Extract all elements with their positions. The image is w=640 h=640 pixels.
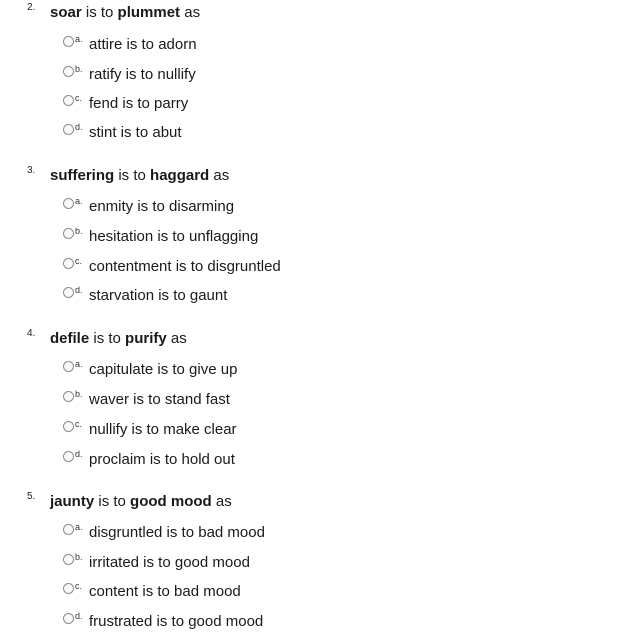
term-1: soar bbox=[50, 4, 82, 21]
option-letter: d. bbox=[75, 449, 83, 459]
radio-button-icon[interactable] bbox=[63, 228, 74, 239]
option-a[interactable] bbox=[63, 522, 563, 544]
radio-button-icon[interactable] bbox=[63, 95, 74, 106]
question-text bbox=[50, 4, 200, 21]
suffix: as bbox=[170, 330, 187, 347]
option-text: starvation is to gaunt bbox=[89, 287, 228, 304]
option-text: disgruntled is to bad mood bbox=[89, 524, 265, 541]
term-1: defile bbox=[50, 330, 90, 347]
radio-button-icon[interactable] bbox=[63, 391, 74, 402]
term-2: haggard bbox=[150, 167, 210, 184]
option-d[interactable] bbox=[63, 449, 563, 471]
option-text: ratify is to nullify bbox=[89, 66, 196, 83]
option-letter: b. bbox=[75, 64, 83, 74]
joiner: is to bbox=[118, 167, 146, 184]
question-number: 4. bbox=[27, 328, 36, 339]
joiner: is to bbox=[93, 330, 121, 347]
question-number: 3. bbox=[27, 165, 36, 176]
suffix: as bbox=[213, 167, 230, 184]
question-number: 2. bbox=[27, 2, 36, 13]
radio-button-icon[interactable] bbox=[63, 258, 74, 269]
radio-button-icon[interactable] bbox=[63, 361, 74, 372]
option-d[interactable] bbox=[63, 285, 563, 307]
option-letter: a. bbox=[75, 34, 83, 44]
radio-button-icon[interactable] bbox=[63, 524, 74, 535]
option-b[interactable] bbox=[63, 64, 563, 86]
suffix: as bbox=[184, 4, 201, 21]
question-text bbox=[50, 493, 232, 510]
radio-button-icon[interactable] bbox=[63, 421, 74, 432]
option-text: waver is to stand fast bbox=[89, 391, 230, 408]
option-letter: c. bbox=[75, 256, 83, 266]
term-2: good mood bbox=[130, 493, 212, 510]
question-text bbox=[50, 167, 229, 184]
option-text: capitulate is to give up bbox=[89, 361, 238, 378]
option-letter: c. bbox=[75, 93, 83, 103]
option-text: attire is to adorn bbox=[89, 36, 197, 53]
option-b[interactable] bbox=[63, 552, 563, 574]
option-b[interactable] bbox=[63, 389, 563, 411]
joiner: is to bbox=[85, 4, 114, 21]
option-letter: d. bbox=[75, 285, 83, 295]
option-c[interactable] bbox=[63, 256, 563, 278]
option-letter: b. bbox=[75, 389, 83, 399]
option-letter: b. bbox=[75, 552, 83, 562]
radio-button-icon[interactable] bbox=[63, 451, 74, 462]
option-letter: c. bbox=[75, 581, 83, 591]
option-letter: d. bbox=[75, 611, 83, 621]
radio-button-icon[interactable] bbox=[63, 554, 74, 565]
option-letter: a. bbox=[75, 196, 83, 206]
radio-button-icon[interactable] bbox=[63, 287, 74, 298]
option-a[interactable] bbox=[63, 359, 563, 381]
option-letter: d. bbox=[75, 122, 83, 132]
term-1: suffering bbox=[50, 167, 115, 184]
question-stem bbox=[0, 491, 640, 515]
question-stem bbox=[0, 328, 640, 352]
option-text: fend is to parry bbox=[89, 95, 189, 112]
option-text: hesitation is to unflagging bbox=[89, 228, 259, 245]
radio-button-icon[interactable] bbox=[63, 583, 74, 594]
question-stem bbox=[0, 165, 640, 189]
joiner: is to bbox=[98, 493, 126, 510]
option-c[interactable] bbox=[63, 93, 563, 115]
radio-button-icon[interactable] bbox=[63, 198, 74, 209]
radio-button-icon[interactable] bbox=[63, 66, 74, 77]
option-c[interactable] bbox=[63, 419, 563, 441]
option-text: frustrated is to good mood bbox=[89, 613, 264, 630]
option-letter: b. bbox=[75, 226, 83, 236]
term-2: plummet bbox=[117, 4, 181, 21]
option-text: proclaim is to hold out bbox=[89, 451, 235, 468]
term-2: purify bbox=[125, 330, 167, 347]
option-d[interactable] bbox=[63, 611, 563, 633]
question-text bbox=[50, 330, 187, 347]
option-text: irritated is to good mood bbox=[89, 554, 250, 571]
radio-button-icon[interactable] bbox=[63, 613, 74, 624]
option-text: contentment is to disgruntled bbox=[89, 258, 281, 275]
option-c[interactable] bbox=[63, 581, 563, 603]
option-letter: a. bbox=[75, 522, 83, 532]
option-letter: c. bbox=[75, 419, 83, 429]
option-text: stint is to abut bbox=[89, 124, 182, 141]
option-letter: a. bbox=[75, 359, 83, 369]
option-d[interactable] bbox=[63, 122, 563, 144]
question-number: 5. bbox=[27, 491, 36, 502]
option-a[interactable] bbox=[63, 196, 563, 218]
radio-button-icon[interactable] bbox=[63, 36, 74, 47]
option-text: content is to bad mood bbox=[89, 583, 241, 600]
question-stem bbox=[0, 2, 640, 26]
suffix: as bbox=[215, 493, 232, 510]
term-1: jaunty bbox=[50, 493, 95, 510]
radio-button-icon[interactable] bbox=[63, 124, 74, 135]
option-text: enmity is to disarming bbox=[89, 198, 235, 215]
option-text: nullify is to make clear bbox=[89, 421, 237, 438]
option-a[interactable] bbox=[63, 34, 563, 56]
option-b[interactable] bbox=[63, 226, 563, 248]
